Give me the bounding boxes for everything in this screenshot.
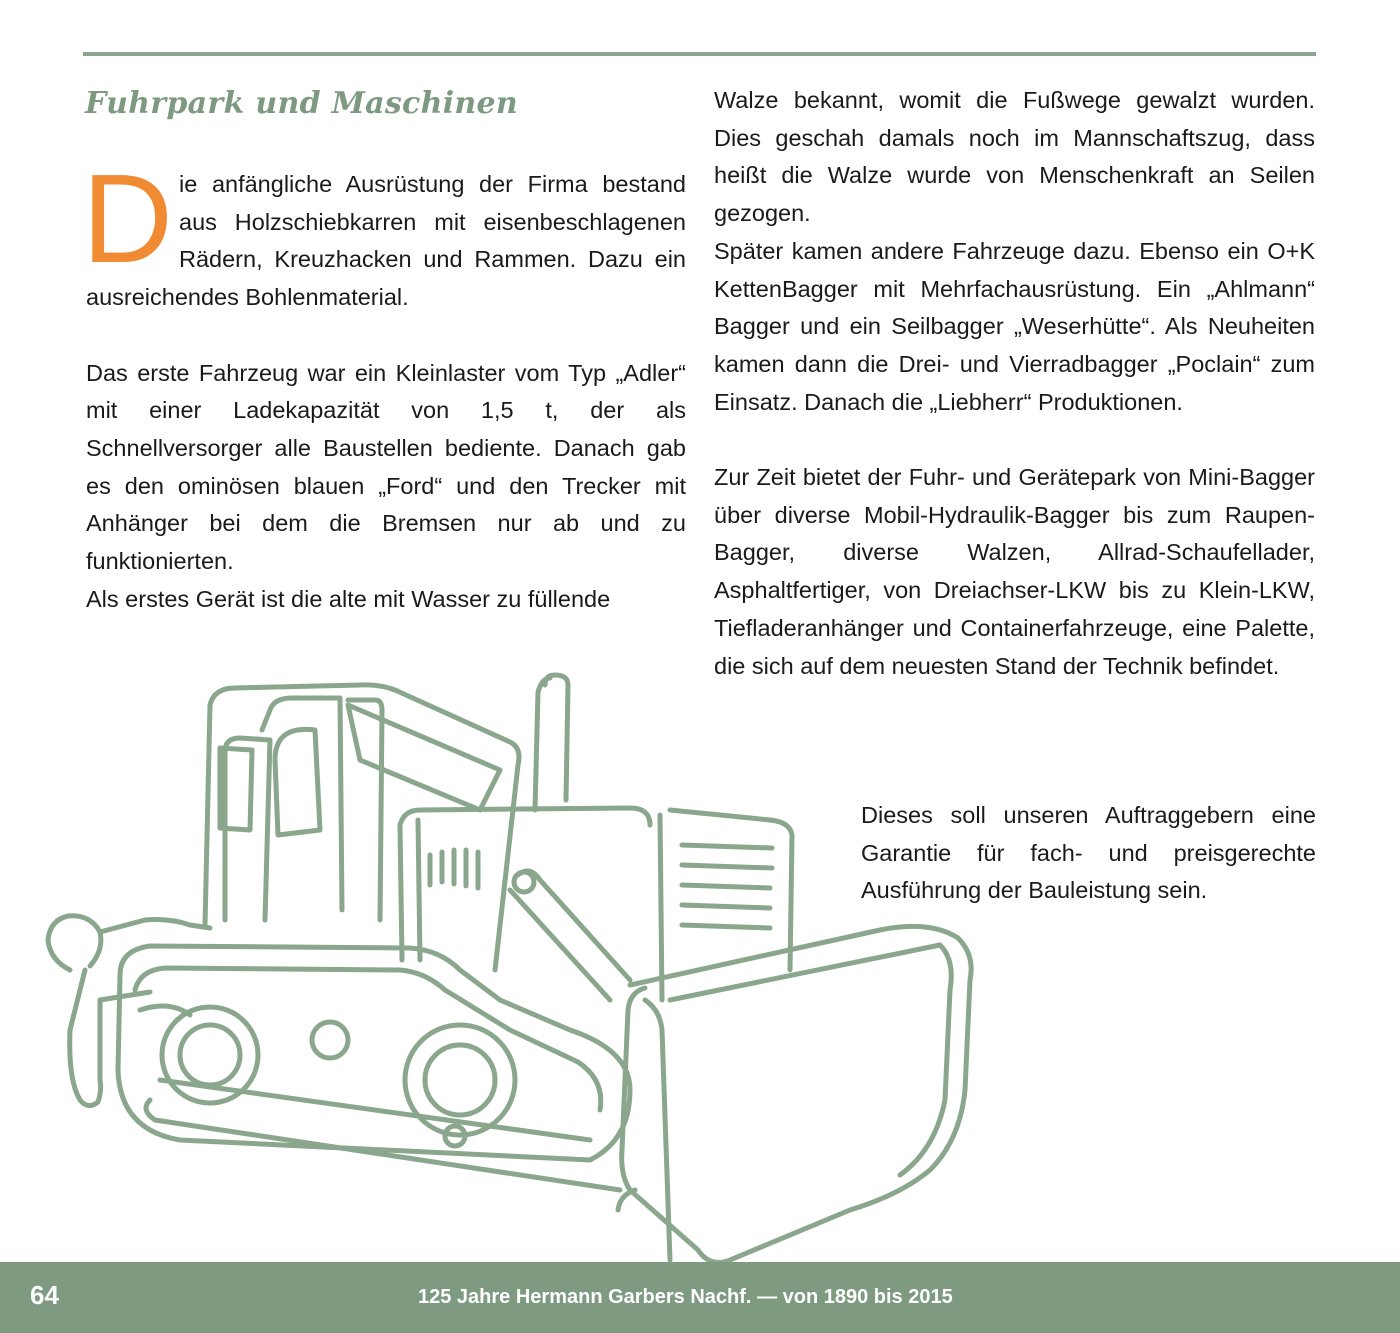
- paragraph-later-vehicles: Später kamen andere Fahrzeuge dazu. Ebenso ein O+K KettenBagger mit Mehrfachausrüstung. Ein „Ahlmann“ Bagger und ein Seilbagger „Weserhütte“. Als Neuheiten kamen dann die Drei- und Vierradbagger „Poclain“ zum Einsatz. Danach die „Liebherr“ Produktionen.: [714, 237, 1315, 415]
- paragraph-intro-text: ie anfängliche Ausrüstung der Firma bestand aus Holzschiebkarren mit eisenbeschlagenen Rädern, Kreuzhacken und Rammen. Dazu ein ausreichendes Bohlenmaterial.: [86, 171, 686, 311]
- page-footer: [0, 1262, 1400, 1333]
- bulldozer-illustration: [30, 670, 980, 1270]
- paragraph-intro: [82, 148, 686, 317]
- left-column: [82, 148, 686, 618]
- section-heading: Fuhrpark und Maschinen: [85, 86, 519, 121]
- paragraph-current-fleet: Zur Zeit bietet der Fuhr- und Gerätepark von Mini-Bagger über diverse Mobil-Hydraulik-Bagger bis zum Raupen-Bagger, diverse Walzen, Allrad-Schaufellader, Asphaltfertiger, von Dreiachser-LKW bis zu Klein-LKW, Tiefladeranhänger und Containerfahrzeuge, eine Palette, die sich auf dem neuesten Stand der Technik befindet.: [714, 464, 1315, 679]
- paragraph-first-vehicle: Das erste Fahrzeug war ein Kleinlaster vom Typ „Adler“ mit einer Ladekapazität von 1,5 t, der als Schnellversorger alle Baustellen bediente. Danach gab es den ominösen blauen „Ford“ und den Trecker mit Anhänger bei dem die Bremsen nur ab und zu funktionierten.: [86, 359, 686, 575]
- closing-text: Dieses soll unseren Auftraggebern eine Garantie für fach- und preisgerechte Ausführung der Bauleistung sein.: [861, 802, 1316, 904]
- page-number: 64: [30, 1280, 59, 1310]
- drop-cap: D: [82, 148, 173, 289]
- footer-title: 125 Jahre Hermann Garbers Nachf. — von 1890 bis 2015: [418, 1286, 953, 1308]
- top-rule: [83, 52, 1316, 56]
- paragraph-roller: Walze bekannt, womit die Fußwege gewalzt wurden. Dies geschah damals noch im Mannschaftszug, dass heißt die Walze wurde von Menschenkraft an Seilen gezogen.: [714, 87, 1315, 227]
- right-column: [714, 82, 1315, 685]
- paragraph-first-equipment: Als erstes Gerät ist die alte mit Wasser zu füllende: [86, 585, 611, 612]
